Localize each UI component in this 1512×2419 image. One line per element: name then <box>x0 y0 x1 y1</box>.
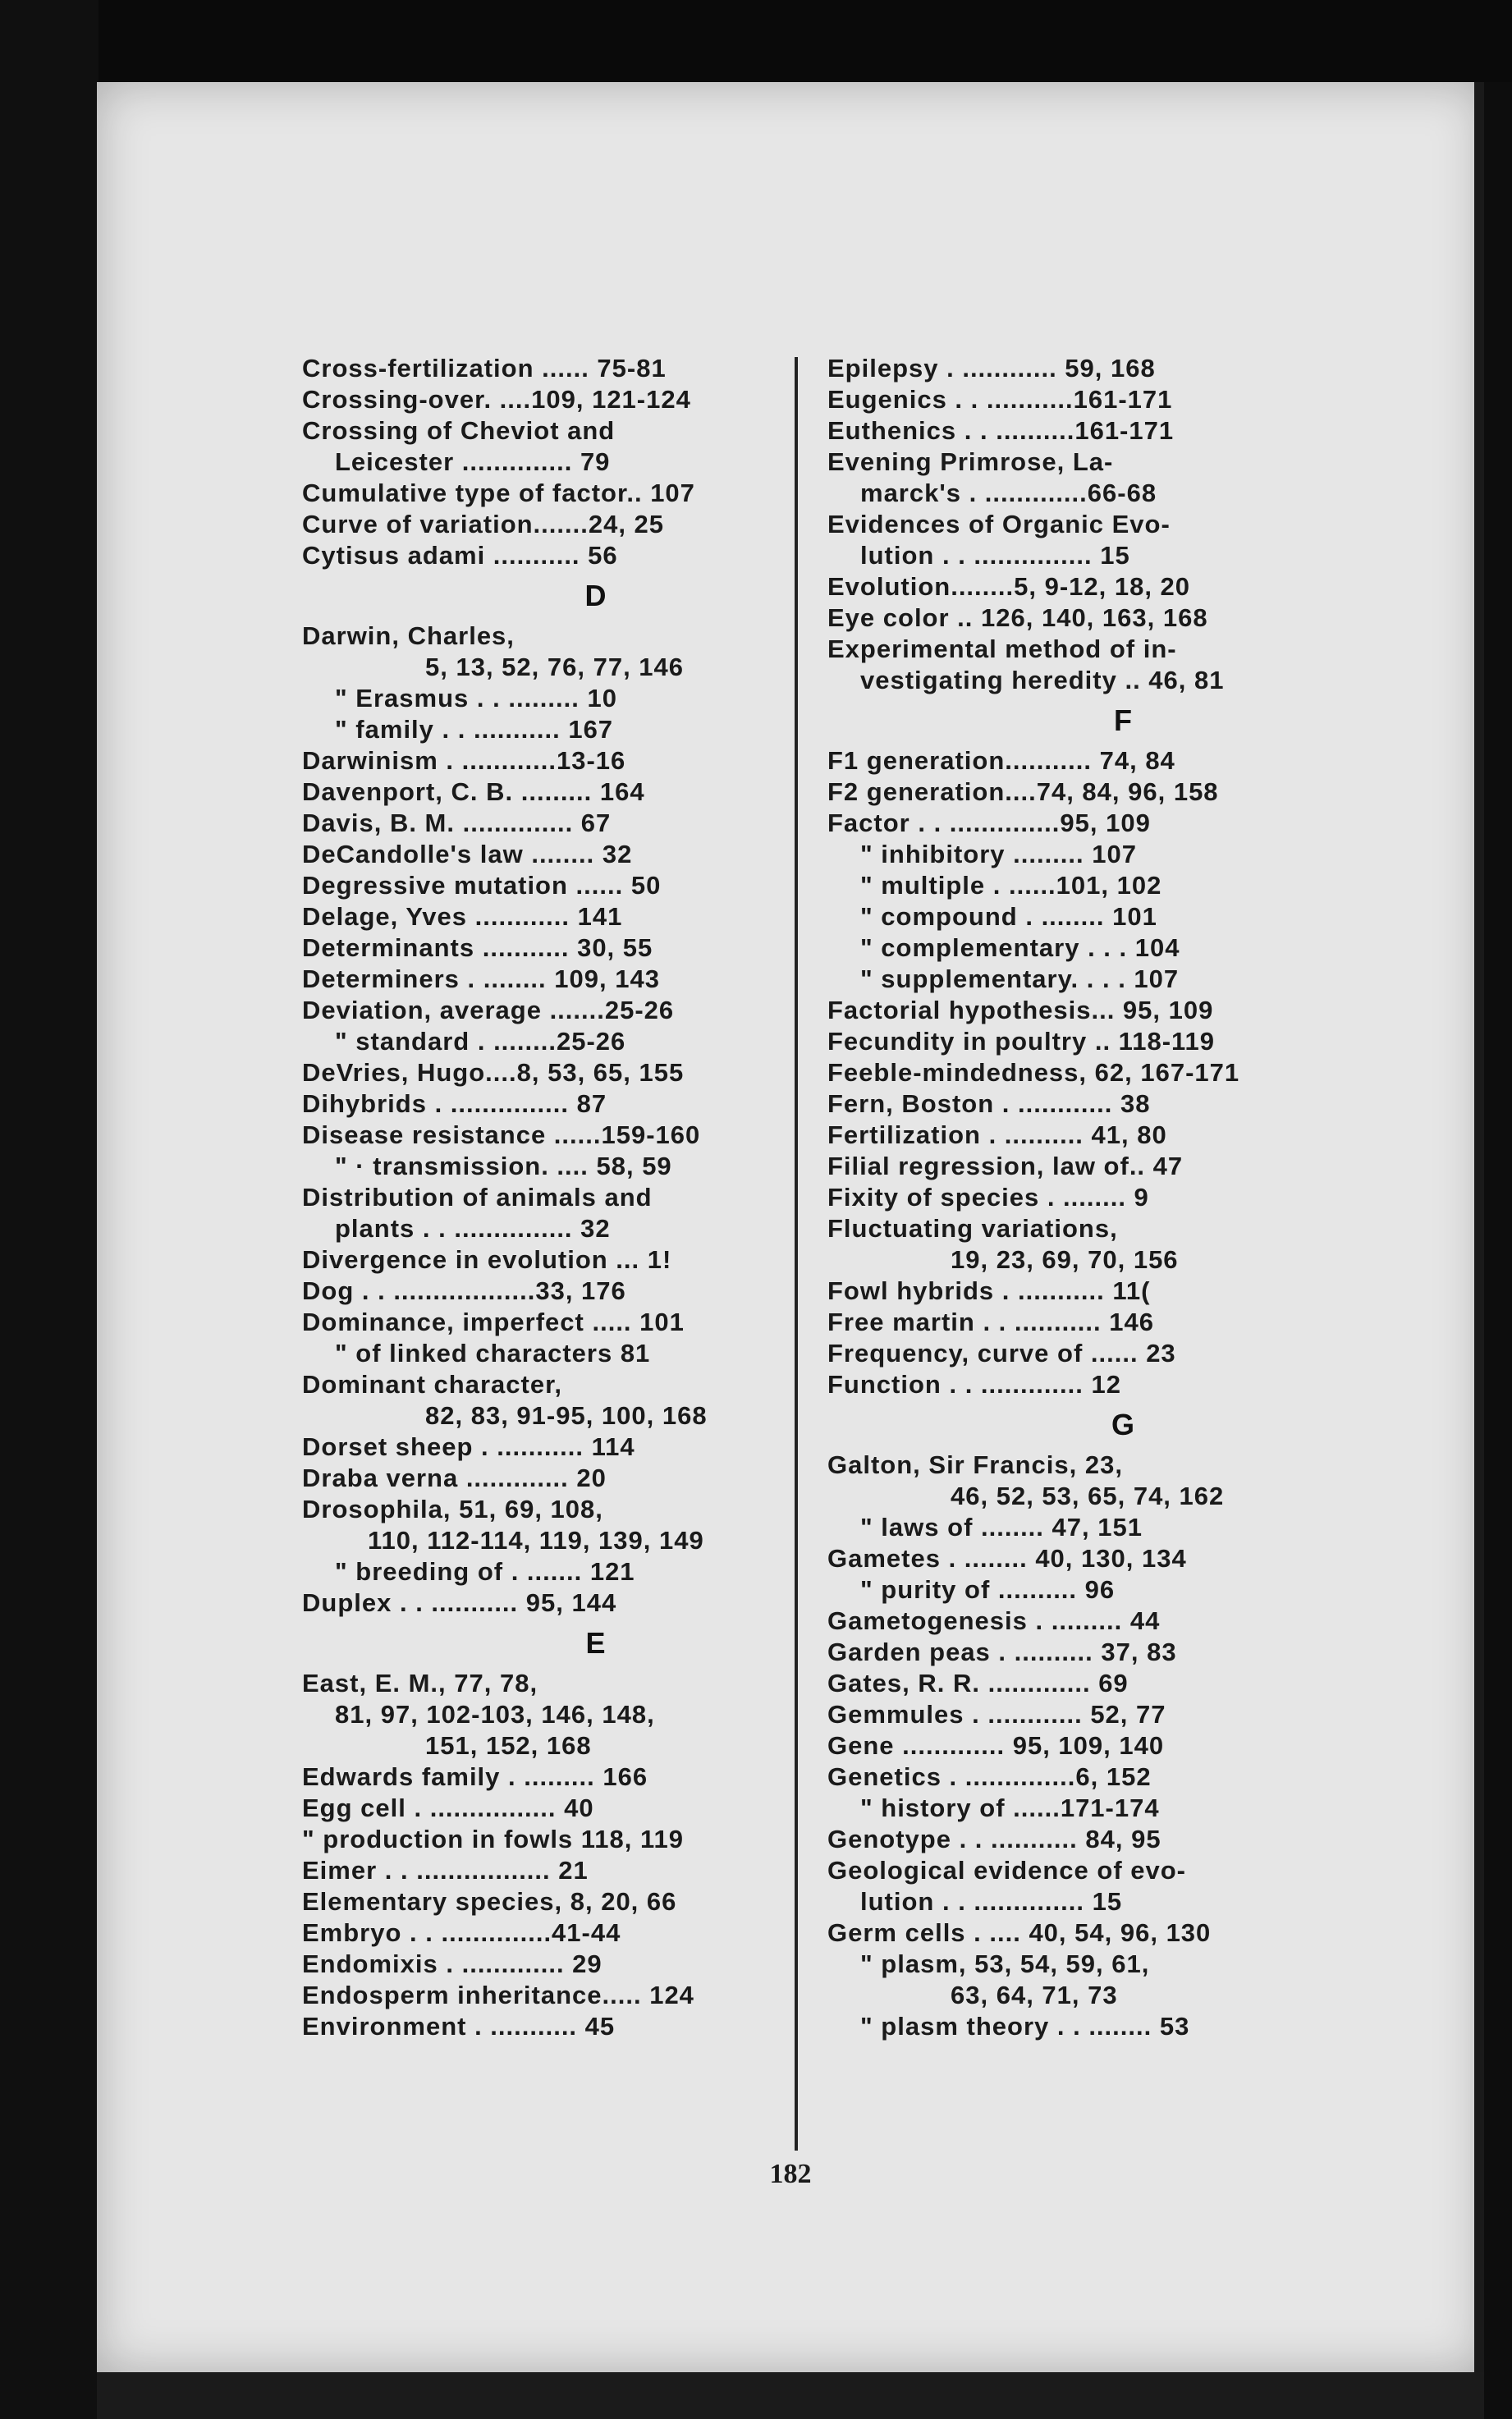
index-entry: Epilepsy . ............ 59, 168 <box>827 354 1156 383</box>
index-entry: Function . . ............. 12 <box>827 1370 1121 1399</box>
index-entry: Gametogenesis . ......... 44 <box>827 1606 1161 1635</box>
section-letter: E <box>585 1626 606 1660</box>
index-entry: Crossing-over. ....109, 121-124 <box>302 385 691 414</box>
index-entry: " plasm theory . . ........ 53 <box>860 2012 1190 2041</box>
index-entry: Factor . . ..............95, 109 <box>827 809 1151 837</box>
index-entry: Feeble-mindedness, 62, 167-171 <box>827 1058 1240 1087</box>
index-entry: Curve of variation.......24, 25 <box>302 510 665 538</box>
index-entry: Euthenics . . ..........161-171 <box>827 416 1175 445</box>
index-entry: Free martin . . ........... 146 <box>827 1308 1154 1336</box>
index-entry: lution . . ............... 15 <box>860 541 1130 570</box>
index-entry: Gametes . ........ 40, 130, 134 <box>827 1544 1187 1573</box>
index-entry: Drosophila, 51, 69, 108, <box>302 1495 603 1523</box>
index-entry: " compound . ........ 101 <box>860 902 1157 931</box>
index-entry: DeCandolle's law ........ 32 <box>302 840 633 868</box>
index-entry: Fern, Boston . ............ 38 <box>827 1089 1151 1118</box>
index-entry: Determiners . ........ 109, 143 <box>302 964 660 993</box>
scan-border-top <box>0 0 1512 82</box>
index-entry: " history of ......171-174 <box>860 1794 1160 1822</box>
index-entry: Edwards family . ......... 166 <box>302 1762 648 1791</box>
index-entry: Degressive mutation ...... 50 <box>302 871 662 900</box>
index-entry: Endomixis . ............. 29 <box>302 1949 603 1978</box>
index-entry: Gemmules . ............ 52, 77 <box>827 1700 1166 1729</box>
index-entry: Disease resistance ......159-160 <box>302 1120 701 1149</box>
index-entry: " breeding of . ....... 121 <box>335 1557 635 1586</box>
section-letter: F <box>1114 703 1132 737</box>
index-entry: Dominance, imperfect ..... 101 <box>302 1308 685 1336</box>
index-entry: " complementary . . . 104 <box>860 933 1180 962</box>
index-entry: " of linked characters 81 <box>335 1339 651 1368</box>
index-entry: Divergence in evolution ... 1! <box>302 1245 672 1274</box>
index-entry: vestigating heredity .. 46, 81 <box>860 666 1225 694</box>
index-entry: Eimer . . ................. 21 <box>302 1856 589 1885</box>
index-entry: " inhibitory ......... 107 <box>860 840 1137 868</box>
index-entry: Davenport, C. B. ......... 164 <box>302 777 645 806</box>
index-entry: Experimental method of in- <box>827 635 1177 663</box>
index-entry: Elementary species, 8, 20, 66 <box>302 1887 677 1916</box>
index-entry: Embryo . . ..............41-44 <box>302 1918 621 1947</box>
index-entry: Cumulative type of factor.. 107 <box>302 479 695 507</box>
index-entry: Frequency, curve of ...... 23 <box>827 1339 1176 1368</box>
index-entry: Fixity of species . ........ 9 <box>827 1183 1149 1212</box>
page-edge-shadow <box>1474 82 1484 2372</box>
index-entry: Darwinism . ............13-16 <box>302 746 626 775</box>
index-column-right <box>827 353 1418 2042</box>
index-entry: Delage, Yves ............ 141 <box>302 902 623 931</box>
scan-border-bottom <box>97 2372 1484 2419</box>
index-entry: Galton, Sir Francis, 23, <box>827 1450 1123 1479</box>
index-entry: 63, 64, 71, 73 <box>951 1981 1118 2009</box>
index-entry: " purity of .......... 96 <box>860 1575 1116 1604</box>
index-entry: " supplementary. . . . 107 <box>860 964 1180 993</box>
index-entry: Dog . . ..................33, 176 <box>302 1276 626 1305</box>
index-entry: Gates, R. R. ............. 69 <box>827 1669 1129 1697</box>
index-entry: Eugenics . . ...........161-171 <box>827 385 1173 414</box>
index-entry: Fowl hybrids . ........... 11( <box>827 1276 1151 1305</box>
index-entry: " family . . ........... 167 <box>335 715 614 744</box>
index-entry: Deviation, average .......25-26 <box>302 996 675 1024</box>
index-entry: Factorial hypothesis... 95, 109 <box>827 996 1214 1024</box>
index-entry: Davis, B. M. .............. 67 <box>302 809 612 837</box>
index-entry: Fluctuating variations, <box>827 1214 1118 1243</box>
index-entry: Dominant character, <box>302 1370 563 1399</box>
index-entry: 46, 52, 53, 65, 74, 162 <box>951 1482 1225 1510</box>
index-entry: Crossing of Cheviot and <box>302 416 616 445</box>
index-entry: lution . . .............. 15 <box>860 1887 1123 1916</box>
index-entry: Eye color .. 126, 140, 163, 168 <box>827 603 1208 632</box>
index-entry: Evening Primrose, La- <box>827 447 1114 476</box>
index-entry: Leicester .............. 79 <box>335 447 611 476</box>
index-entry: 110, 112-114, 119, 139, 149 <box>368 1526 704 1555</box>
index-entry: Dihybrids . ............... 87 <box>302 1089 607 1118</box>
index-entry: marck's . .............66-68 <box>860 479 1157 507</box>
index-entry: 19, 23, 69, 70, 156 <box>951 1245 1179 1274</box>
index-entry: Duplex . . ........... 95, 144 <box>302 1588 617 1617</box>
index-entry: " laws of ........ 47, 151 <box>860 1513 1143 1542</box>
book-page <box>97 82 1484 2372</box>
index-entry: DeVries, Hugo....8, 53, 65, 155 <box>302 1058 685 1087</box>
index-entry: Egg cell . ................ 40 <box>302 1794 594 1822</box>
index-entry: 81, 97, 102-103, 146, 148, <box>335 1700 655 1729</box>
index-entry: Darwin, Charles, <box>302 621 515 650</box>
index-entry: " standard . ........25-26 <box>335 1027 626 1056</box>
section-letter: G <box>1111 1408 1134 1441</box>
index-entry: Gene ............. 95, 109, 140 <box>827 1731 1165 1760</box>
index-entry: 82, 83, 91-95, 100, 168 <box>425 1401 708 1430</box>
index-column-left <box>302 353 889 2042</box>
index-entry: " multiple . ......101, 102 <box>860 871 1162 900</box>
index-entry: 151, 152, 168 <box>425 1731 592 1760</box>
index-entry: Evidences of Organic Evo- <box>827 510 1171 538</box>
scan-border-left <box>0 0 99 2419</box>
index-entry: Dorset sheep . ........... 114 <box>302 1432 635 1461</box>
index-entry: Endosperm inheritance..... 124 <box>302 1981 694 2009</box>
section-letter: D <box>584 579 607 612</box>
index-entry: " · transmission. .... 58, 59 <box>335 1152 672 1180</box>
index-entry: Fecundity in poultry .. 118-119 <box>827 1027 1216 1056</box>
page-number: 182 <box>769 2159 812 2189</box>
index-entry: Evolution........5, 9-12, 18, 20 <box>827 572 1191 601</box>
index-entry: Fertilization . .......... 41, 80 <box>827 1120 1167 1149</box>
index-entry: Germ cells . .... 40, 54, 96, 130 <box>827 1918 1212 1947</box>
index-entry: 5, 13, 52, 76, 77, 146 <box>425 653 685 681</box>
column-divider <box>795 357 798 2151</box>
index-entry: Filial regression, law of.. 47 <box>827 1152 1184 1180</box>
index-entry: Geological evidence of evo- <box>827 1856 1187 1885</box>
index-entry: Cytisus adami ........... 56 <box>302 541 618 570</box>
index-entry: Determinants ........... 30, 55 <box>302 933 653 962</box>
index-entry: " plasm, 53, 54, 59, 61, <box>860 1949 1150 1978</box>
index-entry: " Erasmus . . ......... 10 <box>335 684 617 712</box>
index-entry: plants . . ............... 32 <box>335 1214 611 1243</box>
index-entry: " production in fowls 118, 119 <box>302 1825 685 1853</box>
index-entry: Genotype . . ........... 84, 95 <box>827 1825 1161 1853</box>
index-entry: F2 generation....74, 84, 96, 158 <box>827 777 1219 806</box>
index-entry: Cross-fertilization ...... 75-81 <box>302 354 667 383</box>
index-entry: F1 generation........... 74, 84 <box>827 746 1175 775</box>
index-entry: Genetics . ..............6, 152 <box>827 1762 1152 1791</box>
index-entry: Environment . ........... 45 <box>302 2012 616 2041</box>
index-entry: East, E. M., 77, 78, <box>302 1669 538 1697</box>
index-entry: Draba verna ............. 20 <box>302 1464 607 1492</box>
index-entry: Distribution of animals and <box>302 1183 653 1212</box>
index-entry: Garden peas . .......... 37, 83 <box>827 1638 1177 1666</box>
